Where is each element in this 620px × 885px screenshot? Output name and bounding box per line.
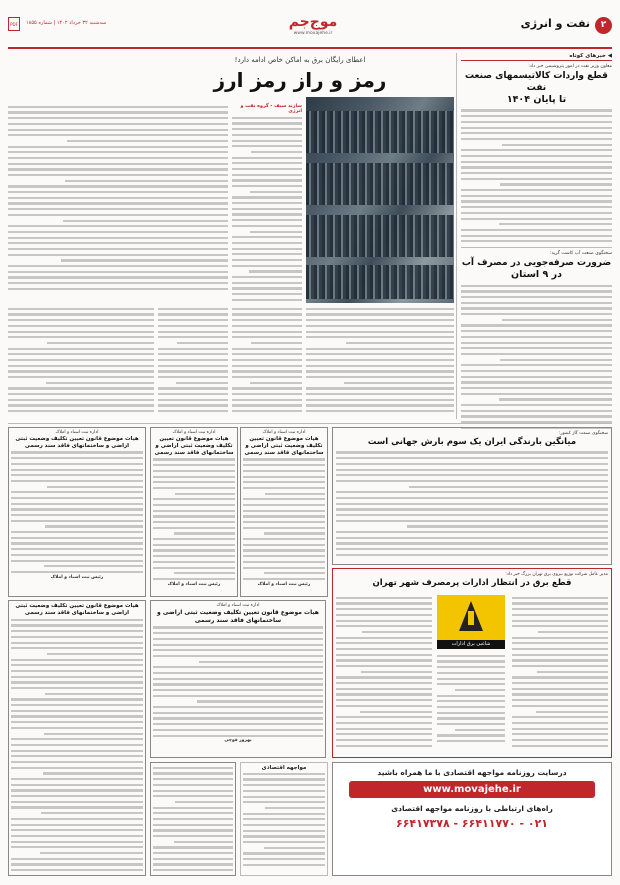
notice-title-a: هیات موضوع قانون تعیین تکلیف وضعیت ثبتی اراضی و ساختمانهای فاقد سند رسمی [244, 435, 324, 456]
power-photo [437, 595, 505, 649]
feature-body-5 [158, 306, 228, 414]
text-line [336, 743, 432, 749]
vertical-rule [456, 53, 457, 419]
notice-col-d [8, 427, 146, 597]
notice-signature-b: رئیس ثبت اسناد و املاک [167, 581, 221, 587]
text-line [8, 286, 228, 292]
logo-text: موج‌جم [288, 14, 338, 30]
gas-kicker: سخنگوی صنعت گاز کشور: [558, 431, 608, 436]
top-headline: قطع واردات کالاتیسمهای صنعت نفت [465, 70, 608, 93]
notice-signature-a: رئیس ثبت اسناد و املاک [257, 581, 311, 587]
feature-headline: رمز و راز رمز ارز [213, 68, 387, 92]
feature-col-5 [158, 306, 228, 419]
feature-body-4 [232, 306, 302, 414]
notice-signature-c: بهروز قوچی [224, 738, 252, 744]
ad-website[interactable]: www.movajehe.ir [349, 781, 595, 798]
notice-org-c: اداره ثبت اسناد و املاک [216, 603, 260, 608]
ad-phones: ۶۶۴۱۷۳۷۸ - ۶۶۴۱۱۷۷۰ - ۰۲۱ [395, 817, 548, 830]
imprint-box [240, 762, 328, 876]
notice-col-b [150, 427, 238, 597]
page-number-badge: ۲ [595, 17, 612, 34]
imprint-title: مواجهه اقتصادی [261, 765, 307, 771]
header-rule [8, 47, 612, 49]
imprint-body [243, 771, 325, 868]
text-line [306, 408, 454, 414]
feature-body-2 [8, 104, 228, 292]
power-col-mid [437, 653, 505, 753]
text-line [437, 738, 505, 744]
top-article-body [461, 108, 612, 245]
notice-col-e [8, 600, 146, 876]
notice-org-b: اداره ثبت اسناد و املاک [172, 430, 216, 435]
feature-col-4 [232, 306, 302, 419]
mid-headline: ضرورت صرفه‌جویی در مصرف آب [461, 257, 612, 268]
mid-kicker: سخنگوی صنعت آب کاشت گرید: [549, 251, 612, 257]
notice-org-a: اداره ثبت اسناد و املاک [262, 430, 306, 435]
feature-col-3 [306, 306, 454, 419]
gas-body [336, 450, 608, 558]
feature-body-6 [8, 306, 154, 414]
text-line [336, 552, 608, 558]
notice-title-c: هیات موضوع قانون تعیین تکلیف وضعیت ثبتی اراضی و ساختمانهای فاقد سند رسمی [157, 608, 319, 624]
notice-col-a [240, 427, 328, 597]
text-line [512, 743, 608, 749]
text-line [232, 408, 302, 414]
issue-info: سه‌شنبه ۳۲ خرداد ۱۴۰۲ | شماره ۱۸۵۵ [26, 20, 107, 26]
gas-article [332, 427, 612, 565]
logo-url: www.movajehe.ir [293, 31, 333, 36]
top-kicker: معاون وزیر نفت در امور پتروشیمی خبر داد: [528, 64, 612, 69]
notice-title-d: هیات موضوع قانون تعیین تکلیف وضعیت ثبتی اراضی و ساختمانهای فاقد سند رسمی [15, 435, 139, 449]
text-line [8, 408, 154, 414]
notice-col-c [150, 600, 326, 758]
footer-ad [332, 762, 612, 876]
power-kicker: مدیر عامل شرکت توزیع نیروی برق تهران بزرگ خبر داد: [505, 572, 608, 577]
column-divider [461, 247, 612, 248]
feature-col-1 [232, 104, 302, 304]
text-line [11, 867, 143, 873]
mining-rigs-photo [306, 97, 454, 303]
text-line [461, 239, 612, 245]
notice-title-b: هیات موضوع قانون تعیین تکلیف وضعیت ثبتی اراضی و ساختمانهای فاقد سند رسمی [154, 435, 234, 456]
text-line [232, 297, 302, 303]
short-news-column [461, 53, 612, 419]
gas-headline: میانگین بارندگی ایران یک سوم بارش جهانی است [367, 436, 577, 447]
mid-article-body [461, 283, 612, 431]
section-rule [8, 423, 612, 424]
notice-signature-d: رئیس ثبت اسناد و املاک [50, 574, 104, 580]
top-subheadline: تا پایان ۱۴۰۴ [506, 93, 567, 105]
feature-body-3 [306, 306, 454, 414]
notice-title-e: هیات موضوع قانون تعیین تکلیف وضعیت ثبتی اراضی و ساختمانهای فاقد سند رسمی [15, 603, 139, 616]
feature-byline: سازند سیف - گروه نفت و انرژی [240, 104, 302, 114]
pdf-icon: PDF [8, 17, 20, 31]
header-bar [8, 13, 612, 47]
newspaper-logo [276, 13, 350, 43]
text-line [243, 862, 325, 868]
power-photo-caption: شاغبی برق ادارات [437, 640, 505, 649]
section-title: نفت و انرژی [520, 17, 590, 30]
ad-line-1: درسایت روزنامه مواجهه اقتصادی با ما همراه باشید [377, 768, 567, 777]
power-col-left [336, 595, 432, 753]
power-headline: قطع برق در انتظار ادارات پرمصرف شهر تهران [372, 577, 572, 588]
power-col-right [512, 595, 608, 753]
feature-subheadline: اعطای رایگان برق به اماکن خاص ادامه دارد! [234, 56, 366, 64]
text-line [153, 867, 233, 873]
notice-col-f [150, 762, 236, 876]
text-line [158, 408, 228, 414]
ad-line-3: راه‌های ارتباطی با روزنامه مواجهه اقتصادی [391, 804, 553, 813]
notice-org-d: اداره ثبت اسناد و املاک [55, 430, 99, 435]
mid-subheadline: در ۹ استان [511, 268, 562, 280]
feature-col-2 [8, 104, 228, 304]
feature-body-1 [232, 115, 302, 303]
short-news-tag: ◀ خبرهای کوتاه [461, 53, 612, 61]
power-article [332, 568, 612, 758]
feature-col-6 [8, 306, 154, 419]
